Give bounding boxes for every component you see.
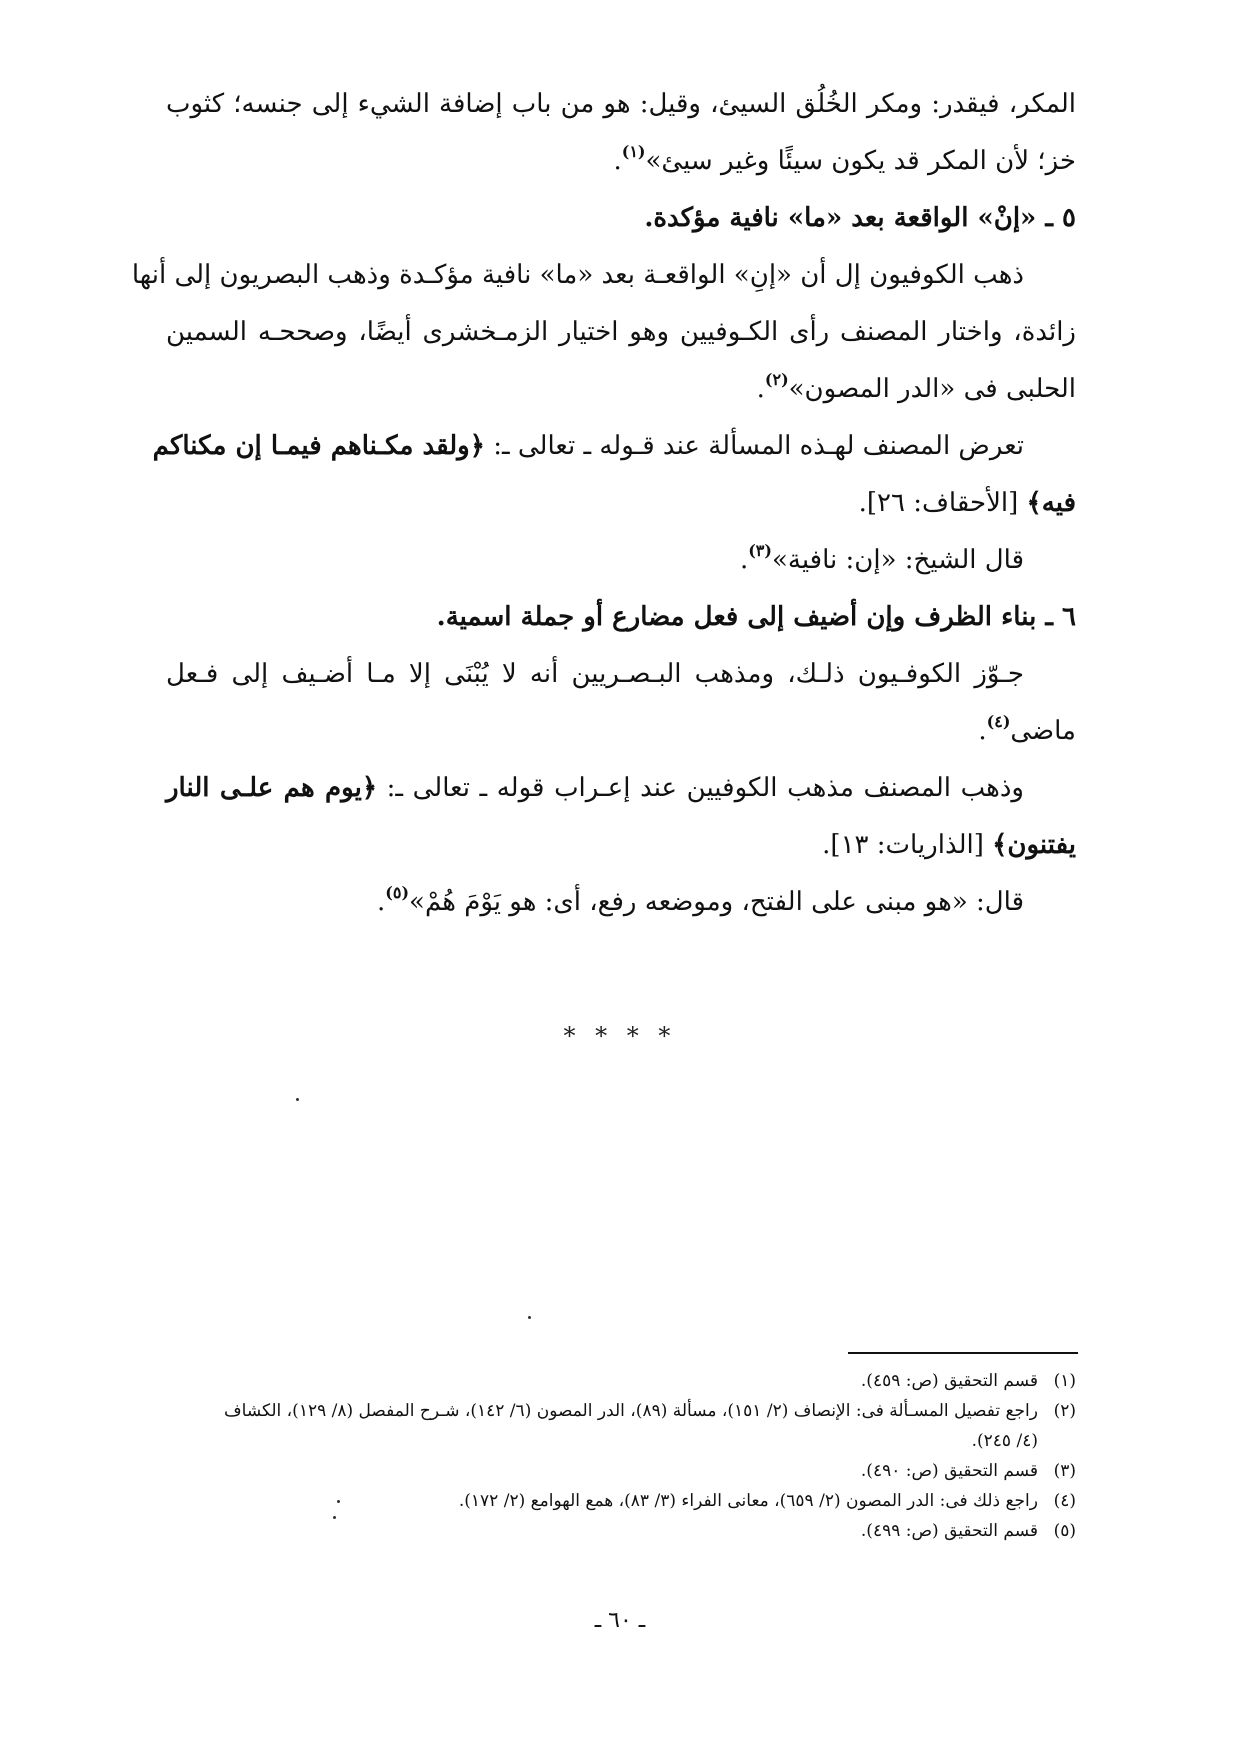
footnotes — [166, 1366, 1076, 1546]
quran-verse: ﴿يوم هم علـى النار — [166, 773, 378, 803]
footnote-item: (٥)قسم التحقيق (ص: ٤٩٩). — [860, 1521, 1076, 1541]
quran-verse: يفتنون﴾ — [992, 830, 1076, 860]
text-line: خز؛ لأن المكر قد يكون سيئًا وغير سيئ»$^{(١)}$. — [613, 142, 1076, 176]
scan-speck — [528, 1316, 531, 1319]
text-line: قال: «هو مبنى على الفتح، وموضعه رفع، أى: هو يَوْمَ هُمْ»$^{(٥)}$. — [377, 883, 1024, 917]
text-line: فيه﴾ [الأحقاف: ٢٦]. — [858, 488, 1076, 518]
text-line: ماضى$^{(٤)}$. — [978, 712, 1076, 746]
footnote-continuation: (٤/ ٢٤٥). — [971, 1431, 1038, 1451]
main-text — [131, 76, 1076, 931]
scan-speck — [296, 1098, 299, 1101]
section-separator: * * * * — [563, 1022, 677, 1050]
quran-verse: فيه﴾ — [1026, 488, 1076, 518]
section-heading-6: ٦ ـ بناء الظرف وإن أضيف إلى فعل مضارع أو جملة اسمية. — [436, 602, 1076, 632]
text-line: المكر، فيقدر: ومكر الخُلُق السيئ، وقيل: هو من باب إضافة الشيء إلى جنسه؛ كثوب — [166, 89, 1076, 119]
quran-verse: ﴿ولقد مكـناهم فيمـا إن مكناكم — [152, 431, 485, 461]
footnote-ref: (٢) — [764, 370, 789, 389]
footnote-ref: (١) — [621, 142, 646, 161]
text-line: وذهب المصنف مذهب الكوفيين عند إعـراب قوله ـ تعالى ـ: ﴿يوم هم علـى النار — [166, 773, 1024, 803]
section-heading-5: ٥ ـ «إنْ» الواقعة بعد «ما» نافية مؤكدة. — [644, 203, 1076, 233]
text-line: جـوّز الكوفـيون ذلـك، ومذهب البـصـريين أنه لا يُبْنَى إلا مـا أضـيف إلى فـعل — [166, 659, 1024, 689]
text-line: قال الشيخ: «إن: نافية»$^{(٣)}$. — [739, 541, 1024, 575]
footnote-ref: (٤) — [986, 712, 1011, 731]
text-line: الحلبى فى «الدر المصون»$^{(٢)}$. — [756, 370, 1076, 404]
text-line: زائدة، واختار المصنف رأى الكـوفيين وهو اختيار الزمـخشرى أيضًا، وصححـه السمين — [166, 317, 1076, 347]
footnote-item: (٣)قسم التحقيق (ص: ٤٩٠). — [860, 1461, 1076, 1481]
footnote-item: (١)قسم التحقيق (ص: ٤٥٩). — [860, 1371, 1076, 1391]
footnote-item: (٢)راجع تفصيل المسـألة فى: الإنصاف (٢/ ١٥١)، مسألة (٨٩)، الدر المصون (٦/ ١٤٢)، شـرح المفصل (٨/ ١٢٩)، الكشاف — [224, 1401, 1076, 1421]
text-line: ذهب الكوفيون إل أن «إنِ» الواقعـة بعد «ما» نافية مؤكـدة وذهب البصريون إلى أنها — [131, 260, 1024, 290]
footnote-ref: (٣) — [748, 541, 772, 560]
text-line: يفتنون﴾ [الذاريات: ١٣]. — [822, 830, 1076, 860]
footnote-item: (٤)راجع ذلك فى: الدر المصون (٢/ ٦٥٩)، معانى الفراء (٣/ ٨٣)، همع الهوامع (٢/ ١٧٢). — [458, 1491, 1076, 1511]
footnote-rule — [848, 1352, 1078, 1354]
text-line: تعرض المصنف لهـذه المسألة عند قـوله ـ تعالى ـ: ﴿ولقد مكـناهم فيمـا إن مكناكم — [152, 431, 1024, 461]
page-number: ـ ٦٠ ـ — [594, 1608, 646, 1633]
footnote-ref: (٥) — [385, 883, 410, 902]
